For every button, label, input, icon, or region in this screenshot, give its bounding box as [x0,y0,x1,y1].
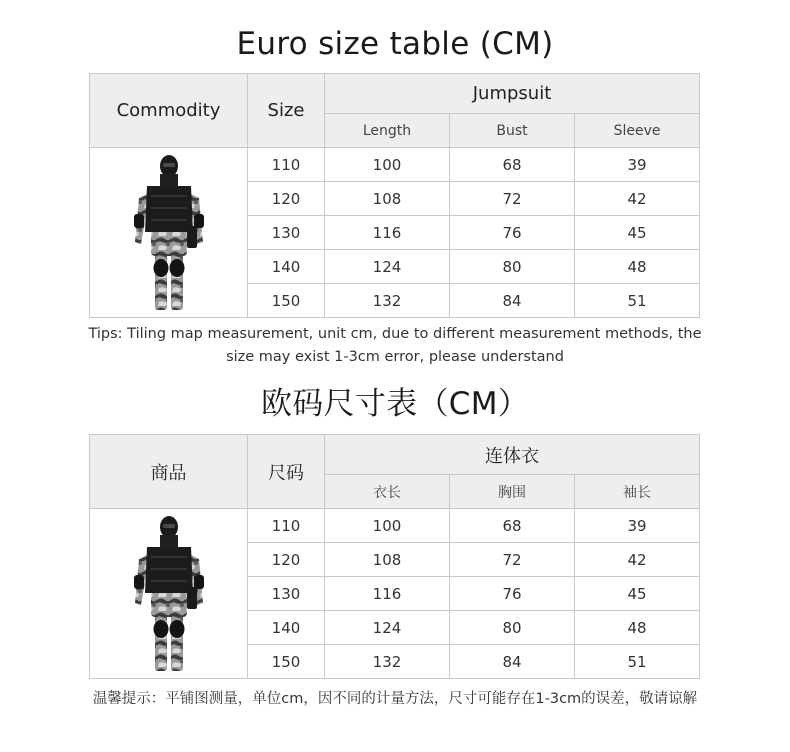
table-cell: 39 [575,148,700,182]
table-row [90,148,700,182]
table-cell: 132 [325,645,450,679]
table-cell: 108 [325,182,450,216]
camo-jumpsuit-product-image [129,513,209,675]
table-cell: 140 [248,250,325,284]
size-table-cn [89,434,700,679]
header-sleeve: Sleeve [575,114,700,148]
page-title-en: Euro size table (CM) [236,26,554,62]
table-cell: 100 [325,148,450,182]
table-cell: 76 [450,216,575,250]
table-cell: 116 [325,216,450,250]
table-cell: 124 [325,611,450,645]
header-size: 尺码 [248,435,325,509]
tips-text-cn: 温馨提示：平铺图测量，单位cm，因不同的计量方法，尺寸可能存在1-3cm的误差，敬请谅解 [92,691,698,707]
table-cell: 68 [450,509,575,543]
table-cell: 39 [575,509,700,543]
table-cell: 80 [450,250,575,284]
table-cell: 72 [450,182,575,216]
table-cell: 132 [325,284,450,318]
table-cell: 76 [450,577,575,611]
table-cell: 68 [450,148,575,182]
table-cell: 140 [248,611,325,645]
header-sleeve: 袖长 [575,475,700,509]
header-commodity: Commodity [90,74,248,148]
table-cell: 108 [325,543,450,577]
table-cell: 110 [248,509,325,543]
tips-text-en: Tips: Tiling map measurement, unit cm, due to different measurement methods, the size may exist 1-3cm error, please understand [88,326,702,365]
header-commodity: 商品 [90,435,248,509]
camo-jumpsuit-product-image [129,152,209,314]
table-cell: 80 [450,611,575,645]
table-cell: 150 [248,284,325,318]
header-size: Size [248,74,325,148]
table-cell: 48 [575,250,700,284]
table-cell: 120 [248,543,325,577]
table-cell: 100 [325,509,450,543]
header-bust: 胸围 [450,475,575,509]
table-cell: 42 [575,543,700,577]
size-table-en [89,73,700,318]
table-cell: 45 [575,216,700,250]
page-title-cn: 欧码尺寸表（CM） [260,386,530,422]
table-cell: 116 [325,577,450,611]
table-cell: 72 [450,543,575,577]
table-cell: 84 [450,284,575,318]
table-cell: 120 [248,182,325,216]
header-length: 衣长 [325,475,450,509]
header-bust: Bust [450,114,575,148]
table-cell: 45 [575,577,700,611]
table-cell: 51 [575,645,700,679]
table-cell: 84 [450,645,575,679]
table-cell: 130 [248,577,325,611]
table-cell: 51 [575,284,700,318]
table-cell: 110 [248,148,325,182]
product-image [90,148,248,318]
table-cell: 48 [575,611,700,645]
product-image [90,509,248,679]
table-cell: 150 [248,645,325,679]
table-cell: 42 [575,182,700,216]
header-jumpsuit: 连体衣 [325,435,700,475]
header-length: Length [325,114,450,148]
table-cell: 124 [325,250,450,284]
table-row [90,509,700,543]
table-cell: 130 [248,216,325,250]
header-jumpsuit: Jumpsuit [325,74,700,114]
